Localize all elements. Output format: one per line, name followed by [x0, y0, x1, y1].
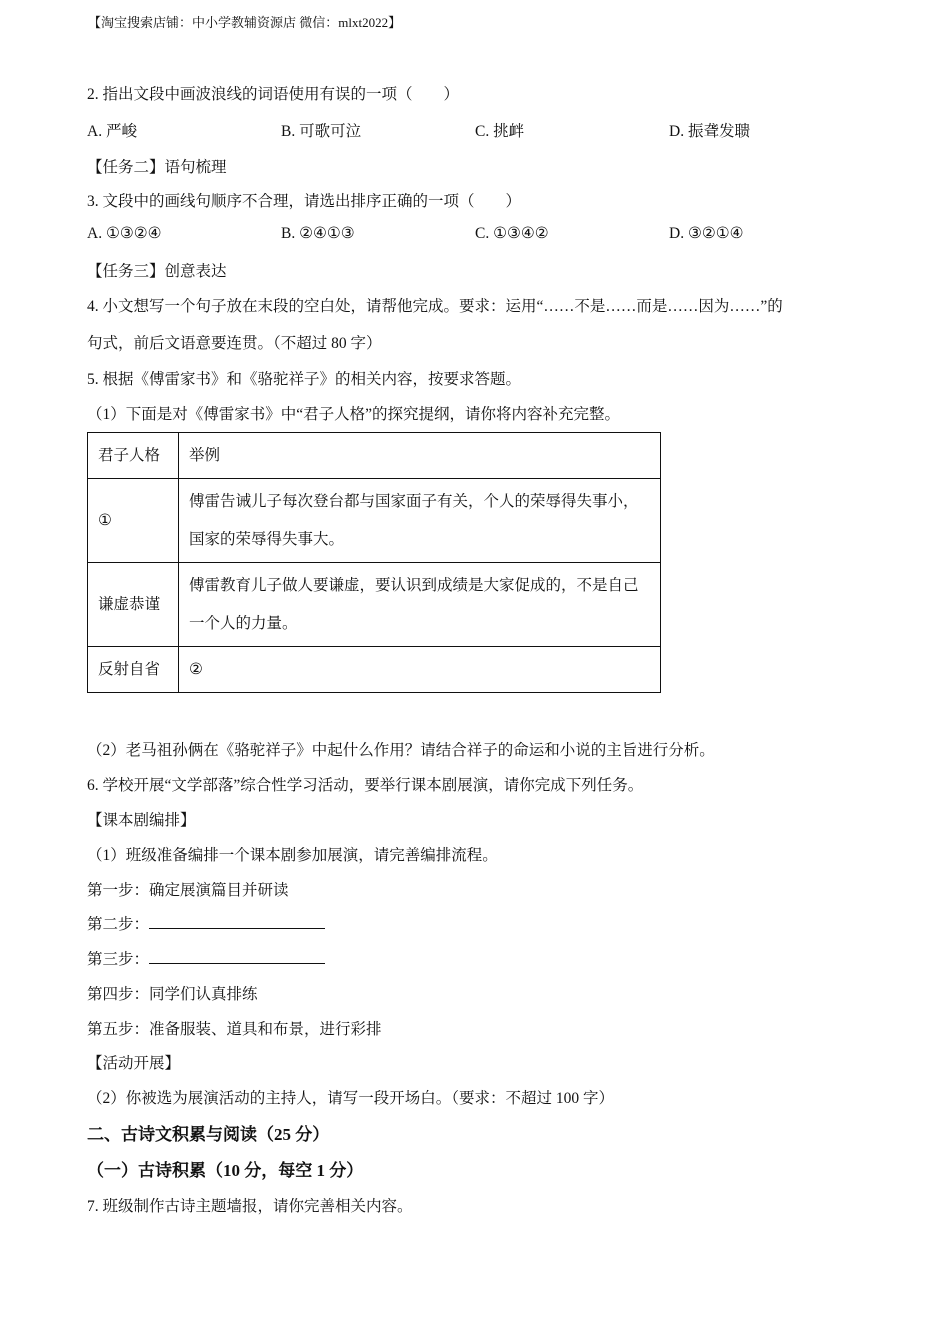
- page-header: 【淘宝搜索店铺：中小学教辅资源店 微信：mlxt2022】: [88, 15, 402, 30]
- part2-subtitle: （一）古诗积累（10 分，每空 1 分）: [87, 1161, 364, 1180]
- task3-heading: 【任务三】创意表达: [87, 263, 227, 280]
- q6-step3: [87, 947, 325, 969]
- table-cell: 谦虚恭谨: [88, 563, 179, 647]
- table-cell-blank-2: ②: [179, 647, 661, 693]
- q6-stem: 6. 学校开展“文学部落”综合性学习活动，要举行课本剧展演，请你完成下列任务。: [87, 777, 644, 794]
- table-cell-blank-1: ①: [88, 479, 179, 563]
- q2-option-d: D. 振聋发聩: [669, 123, 750, 140]
- answer-blank: [149, 914, 325, 929]
- q4-line1: 4. 小文想写一个句子放在末段的空白处，请帮他完成。要求：运用“……不是……而是……因为……”的: [87, 298, 783, 315]
- q2-stem: 2. 指出文段中画波浪线的词语使用有误的一项（ ）: [87, 86, 460, 103]
- table-cell: 傅雷告诫儿子每次登台都与国家面子有关，个人的荣辱得失事小，国家的荣辱得失事大。: [179, 479, 661, 563]
- q2-option-a: A. 严峻: [87, 123, 137, 140]
- table-header-row: [88, 433, 661, 479]
- q3-stem: 3. 文段中的画线句顺序不合理，请选出排序正确的一项（ ）: [87, 193, 522, 210]
- q6-section1: 【课本剧编排】: [87, 812, 196, 829]
- q3-option-d: D. ③②①④: [669, 225, 744, 242]
- q2-option-c: C. 挑衅: [475, 123, 525, 140]
- q6-step5: 第五步：准备服装、道具和布景，进行彩排: [87, 1021, 382, 1038]
- q7-stem: 7. 班级制作古诗主题墙报，请你完善相关内容。: [87, 1198, 413, 1215]
- q6-step2-label: 第二步：: [87, 916, 150, 933]
- q3-option-a: A. ①③②④: [87, 225, 162, 242]
- answer-blank: [149, 949, 325, 964]
- q5-stem: 5. 根据《傅雷家书》和《骆驼祥子》的相关内容，按要求答题。: [87, 371, 522, 388]
- table-row: [88, 647, 661, 693]
- table-cell: 傅雷教育儿子做人要谦虚，要认识到成绩是大家促成的，不是自己一个人的力量。: [179, 563, 661, 647]
- task2-heading: 【任务二】语句梳理: [87, 159, 227, 176]
- q6-step3-label: 第三步：: [87, 951, 150, 968]
- q6-step1: 第一步：确定展演篇目并研读: [87, 882, 289, 899]
- gentleman-outline-table: [87, 432, 661, 693]
- q5-sub1: （1）下面是对《傅雷家书》中“君子人格”的探究提纲，请你将内容补充完整。: [87, 406, 621, 423]
- q3-option-b: B. ②④①③: [281, 225, 355, 242]
- q6-sub2: （2）你被选为展演活动的主持人，请写一段开场白。（要求：不超过 100 字）: [87, 1090, 615, 1107]
- q6-sub1: （1）班级准备编排一个课本剧参加展演，请完善编排流程。: [87, 847, 498, 864]
- table-header-cell: 举例: [179, 433, 661, 479]
- table-cell: 反射自省: [88, 647, 179, 693]
- q4-line2: 句式，前后文语意要连贯。（不超过 80 字）: [87, 335, 382, 352]
- table-header-cell: 君子人格: [88, 433, 179, 479]
- part2-title: 二、古诗文积累与阅读（25 分）: [87, 1125, 330, 1144]
- q3-option-c: C. ①③④②: [475, 225, 549, 242]
- q6-section2: 【活动开展】: [87, 1055, 181, 1072]
- q5-sub2: （2）老马祖孙俩在《骆驼祥子》中起什么作用？请结合祥子的命运和小说的主旨进行分析。: [87, 742, 715, 759]
- table-row: [88, 479, 661, 563]
- q6-step2: [87, 912, 325, 934]
- table-row: [88, 563, 661, 647]
- q6-step4: 第四步：同学们认真排练: [87, 986, 258, 1003]
- q2-option-b: B. 可歌可泣: [281, 123, 362, 140]
